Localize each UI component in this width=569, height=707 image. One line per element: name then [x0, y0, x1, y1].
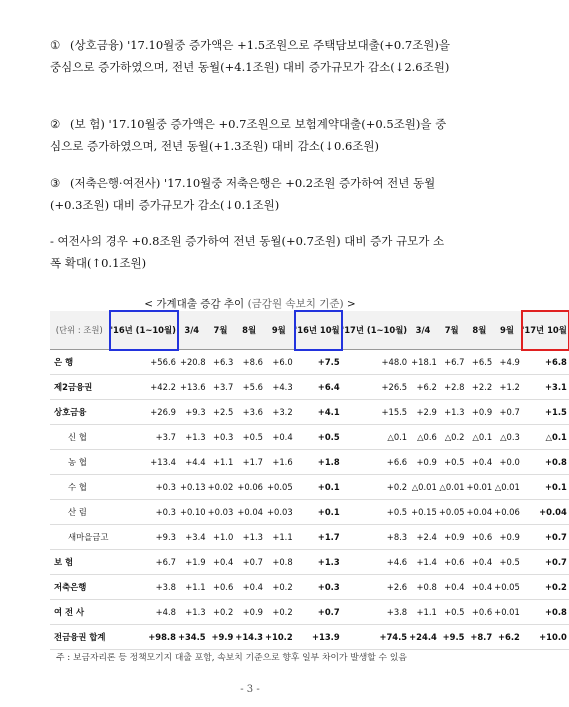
table-cell: +0.7 — [522, 550, 569, 575]
table-row — [50, 475, 569, 500]
table-cell: +6.8 — [522, 350, 569, 375]
table-cell: +6.7 — [439, 350, 467, 375]
table-cell: +1.6 — [265, 450, 295, 475]
table-cell: +6.4 — [295, 375, 342, 400]
table-cell: +18.1 — [409, 350, 439, 375]
table-cell: +1.1 — [178, 575, 208, 600]
table-cell: +0.7 — [522, 525, 569, 550]
table-cell: +15.5 — [342, 400, 409, 425]
table-cell: +9.9 — [208, 625, 236, 650]
table-cell: +3.6 — [235, 400, 265, 425]
table-cell: +3.8 — [342, 600, 409, 625]
table-cell: +34.5 — [178, 625, 208, 650]
table-cell: +1.3 — [439, 400, 467, 425]
table-cell: +10.2 — [265, 625, 295, 650]
table-cell: +1.8 — [295, 450, 342, 475]
table-cell: +4.4 — [178, 450, 208, 475]
table-cell: +1.7 — [295, 525, 342, 550]
table-row — [50, 400, 569, 425]
table-cell: +1.1 — [409, 600, 439, 625]
paragraph-number: ③ — [50, 176, 61, 190]
row-label: 저축은행 — [50, 575, 110, 600]
table-cell: +0.3 — [110, 500, 177, 525]
table-cell: +0.8 — [265, 550, 295, 575]
table-row — [50, 575, 569, 600]
unit-label: (단위 : 조원) — [50, 311, 110, 350]
table-cell: △0.1 — [522, 425, 569, 450]
paragraph-text: (상호금융) '17.10월중 증가액은 +1.5조원으로 주택담보대출(+0.7조원)을 중심으로 증가하였으며, 전년 동월(+4.1조원) 대비 증가규모가 감소(↓2.6조원) — [50, 38, 451, 74]
table-cell: +0.1 — [295, 475, 342, 500]
table-cell: +0.10 — [178, 500, 208, 525]
table-cell: +42.2 — [110, 375, 177, 400]
table-cell: +1.2 — [494, 375, 522, 400]
table-cell: +6.2 — [409, 375, 439, 400]
table-cell: +20.8 — [178, 350, 208, 375]
row-label: 상호금융 — [50, 400, 110, 425]
table-row — [50, 450, 569, 475]
table-cell: +3.1 — [522, 375, 569, 400]
table-row — [50, 550, 569, 575]
table-cell: +0.01 — [494, 600, 522, 625]
table-cell: +26.5 — [342, 375, 409, 400]
table-cell: +2.5 — [208, 400, 236, 425]
table-cell: +3.7 — [208, 375, 236, 400]
table-cell: △0.3 — [494, 425, 522, 450]
table-cell: +0.6 — [467, 600, 495, 625]
table-cell: +0.7 — [295, 600, 342, 625]
table-cell: +1.1 — [265, 525, 295, 550]
table-cell: +1.3 — [295, 550, 342, 575]
row-label: 은 행 — [50, 350, 110, 375]
table-cell: +1.5 — [522, 400, 569, 425]
table-row — [50, 500, 569, 525]
row-label: 새마을금고 — [50, 525, 110, 550]
table-cell: +0.05 — [494, 575, 522, 600]
table-cell: +0.9 — [439, 525, 467, 550]
column-header: '16년 (1~10월) — [110, 311, 177, 350]
table-cell: +10.0 — [522, 625, 569, 650]
table-cell: +0.5 — [342, 500, 409, 525]
paragraph-text: - 여전사의 경우 +0.8조원 증가하여 전년 동월(+0.7조원) 대비 증가 규모가 소폭 확대(↑0.1조원) — [50, 234, 445, 270]
table-cell: +9.3 — [110, 525, 177, 550]
row-label: 수 협 — [50, 475, 110, 500]
table-cell: +26.9 — [110, 400, 177, 425]
table-cell: +2.6 — [342, 575, 409, 600]
table-cell: +4.6 — [342, 550, 409, 575]
table-cell: +0.8 — [409, 575, 439, 600]
paragraph-number: ② — [50, 117, 61, 131]
table-cell: +0.4 — [208, 550, 236, 575]
table-cell: +3.8 — [110, 575, 177, 600]
table-cell: +98.8 — [110, 625, 177, 650]
paragraph-mutual-finance — [50, 34, 450, 78]
column-header: 3/4 — [178, 311, 208, 350]
column-header: 8월 — [467, 311, 495, 350]
table-cell: +0.1 — [295, 500, 342, 525]
table-cell: +4.8 — [110, 600, 177, 625]
table-row — [50, 600, 569, 625]
table-cell: +3.4 — [178, 525, 208, 550]
table-cell: +0.4 — [467, 575, 495, 600]
table-cell: +2.4 — [409, 525, 439, 550]
table-cell: +5.6 — [235, 375, 265, 400]
column-header: 9월 — [494, 311, 522, 350]
table-cell: +3.2 — [265, 400, 295, 425]
row-label: 제2금융권 — [50, 375, 110, 400]
table-cell: +0.4 — [235, 575, 265, 600]
table-cell: +0.4 — [265, 425, 295, 450]
table-cell: +0.06 — [494, 500, 522, 525]
table-cell: △0.1 — [467, 425, 495, 450]
table-cell: +0.5 — [235, 425, 265, 450]
paragraph-number: ① — [50, 38, 61, 52]
column-header: 3/4 — [409, 311, 439, 350]
column-header: '16년 10월 — [295, 311, 342, 350]
table-caption — [0, 296, 500, 311]
table-cell: △0.01 — [494, 475, 522, 500]
table-cell: +4.1 — [295, 400, 342, 425]
caption-title: < 가계대출 증감 추이 — [144, 298, 245, 310]
table-cell: +2.9 — [409, 400, 439, 425]
table-cell: +1.0 — [208, 525, 236, 550]
table-cell: +0.4 — [467, 450, 495, 475]
table-cell: +0.05 — [265, 475, 295, 500]
table-cell: +1.3 — [178, 600, 208, 625]
column-header: 7월 — [439, 311, 467, 350]
table-cell: +1.9 — [178, 550, 208, 575]
table-cell: +0.04 — [522, 500, 569, 525]
table-cell: +0.2 — [208, 600, 236, 625]
table-cell: +0.3 — [208, 425, 236, 450]
table-cell: +0.03 — [265, 500, 295, 525]
table-cell: +3.7 — [110, 425, 177, 450]
table-cell: +13.6 — [178, 375, 208, 400]
table-cell: △0.2 — [439, 425, 467, 450]
table-cell: +0.2 — [522, 575, 569, 600]
table-cell: +0.15 — [409, 500, 439, 525]
table-cell: +0.05 — [439, 500, 467, 525]
table-cell: +0.04 — [235, 500, 265, 525]
row-label: 여 전 사 — [50, 600, 110, 625]
paragraph-insurance — [50, 113, 450, 157]
footnote: 주 : 보금자리론 등 정책모기지 대출 포함, 속보치 기준으로 향후 일부 차이가 발생할 수 있음 — [56, 653, 407, 663]
table-cell: +9.5 — [439, 625, 467, 650]
table-cell: +0.8 — [522, 600, 569, 625]
table-cell: △0.6 — [409, 425, 439, 450]
table-cell: +2.2 — [467, 375, 495, 400]
table-cell: +1.3 — [235, 525, 265, 550]
household-loan-table — [50, 311, 569, 650]
table-cell: +0.01 — [467, 475, 495, 500]
table-cell: +0.9 — [467, 400, 495, 425]
table-cell: +14.3 — [235, 625, 265, 650]
table-cell: +13.4 — [110, 450, 177, 475]
table-cell: +6.5 — [467, 350, 495, 375]
table-cell: +0.6 — [439, 550, 467, 575]
table-cell: +0.7 — [235, 550, 265, 575]
table-row — [50, 350, 569, 375]
table-cell: +8.7 — [467, 625, 495, 650]
table-cell: +0.4 — [467, 550, 495, 575]
table-cell: +1.7 — [235, 450, 265, 475]
column-header: 9월 — [265, 311, 295, 350]
table-cell: +0.5 — [295, 425, 342, 450]
row-label: 신 협 — [50, 425, 110, 450]
table-cell: +0.2 — [342, 475, 409, 500]
table-cell: +6.6 — [342, 450, 409, 475]
table-cell: +4.9 — [494, 350, 522, 375]
table-cell: +48.0 — [342, 350, 409, 375]
table-row — [50, 375, 569, 400]
table-cell: +0.5 — [494, 550, 522, 575]
table-cell: +0.5 — [439, 450, 467, 475]
column-header: 7월 — [208, 311, 236, 350]
table-cell: +4.3 — [265, 375, 295, 400]
row-label: 산 림 — [50, 500, 110, 525]
table-cell: +13.9 — [295, 625, 342, 650]
table-cell: +24.4 — [409, 625, 439, 650]
table-cell: +6.3 — [208, 350, 236, 375]
caption-source: (금감원 속보치 기준) — [247, 298, 344, 310]
table-cell: +0.9 — [235, 600, 265, 625]
column-header: '17년 10월 — [522, 311, 569, 350]
table-cell: +6.0 — [265, 350, 295, 375]
table-cell: +0.4 — [439, 575, 467, 600]
caption-close: > — [346, 298, 356, 310]
table-cell: +9.3 — [178, 400, 208, 425]
table-cell: +0.3 — [110, 475, 177, 500]
table-cell: +0.1 — [522, 475, 569, 500]
paragraph-text: (저축은행·여전사) '17.10월중 저축은행은 +0.2조원 증가하여 전년 동월(+0.3조원) 대비 증가규모가 감소(↓0.1조원) — [50, 176, 436, 212]
table-cell: +0.9 — [494, 525, 522, 550]
table-cell: +0.8 — [522, 450, 569, 475]
page-number: - 3 - — [240, 684, 260, 695]
row-label: 농 협 — [50, 450, 110, 475]
table-cell: +0.6 — [467, 525, 495, 550]
table-cell: +8.3 — [342, 525, 409, 550]
table-cell: +6.2 — [494, 625, 522, 650]
table-cell: +8.6 — [235, 350, 265, 375]
table-cell: +1.4 — [409, 550, 439, 575]
column-header: 8월 — [235, 311, 265, 350]
table-cell: +74.5 — [342, 625, 409, 650]
table-cell: +0.7 — [494, 400, 522, 425]
table-cell: +0.06 — [235, 475, 265, 500]
paragraph-credit-card — [50, 230, 450, 274]
table-cell: +0.5 — [439, 600, 467, 625]
table-cell: +7.5 — [295, 350, 342, 375]
table-cell: △0.1 — [342, 425, 409, 450]
table-cell: +0.2 — [265, 575, 295, 600]
paragraph-savings-bank — [50, 172, 450, 216]
table-cell: +56.6 — [110, 350, 177, 375]
table-cell: +0.3 — [295, 575, 342, 600]
table-cell: +1.3 — [178, 425, 208, 450]
table-row — [50, 525, 569, 550]
table-cell: +0.02 — [208, 475, 236, 500]
row-label: 보 험 — [50, 550, 110, 575]
table-cell: +0.2 — [265, 600, 295, 625]
table-cell: +0.13 — [178, 475, 208, 500]
table-cell: +0.6 — [208, 575, 236, 600]
table-cell: +0.03 — [208, 500, 236, 525]
table-header-row — [50, 311, 569, 350]
table-row — [50, 625, 569, 650]
table-cell: +1.1 — [208, 450, 236, 475]
table-cell: +2.8 — [439, 375, 467, 400]
paragraph-text: (보 험) '17.10월중 증가액은 +0.7조원으로 보험계약대출(+0.5조원)을 중심으로 증가하였으며, 전년 동월(+1.3조원) 대비 감소(↓0.6조원) — [50, 117, 447, 153]
table-cell: +0.04 — [467, 500, 495, 525]
table-cell: +0.0 — [494, 450, 522, 475]
table-row — [50, 425, 569, 450]
table-cell: +6.7 — [110, 550, 177, 575]
table-cell: △0.01 — [409, 475, 439, 500]
table-cell: +0.9 — [409, 450, 439, 475]
row-label: 전금융권 합계 — [50, 625, 110, 650]
table-cell: △0.01 — [439, 475, 467, 500]
column-header: '17년 (1~10월) — [342, 311, 409, 350]
